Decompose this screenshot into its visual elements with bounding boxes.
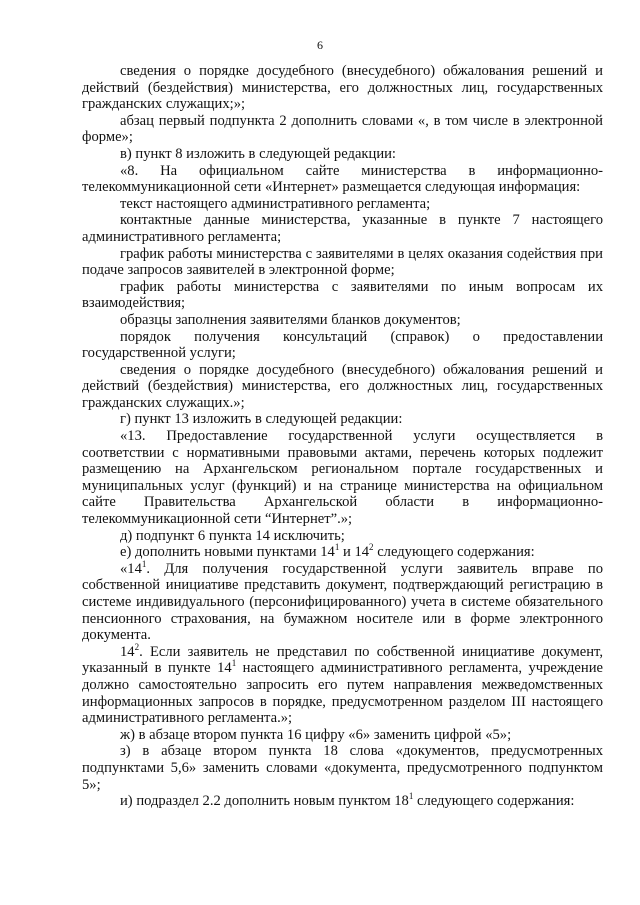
paragraph: сведения о порядке досудебного (внесудебного) обжалования решений и действий (бездействия) министерства, его должностных лиц, государственных гражданских служащих;»;: [82, 63, 603, 113]
paragraph-text: е) дополнить новыми пунктами 14: [120, 544, 335, 561]
paragraph: образцы заполнения заявителями бланков документов;: [120, 311, 461, 328]
paragraph-text: и 14: [339, 544, 370, 561]
paragraph-text: «14: [120, 560, 142, 577]
paragraph: [82, 641, 603, 727]
paragraph: абзац первый подпункта 2 дополнить словами «, в том числе в электронной форме»;: [82, 112, 603, 146]
paragraph: контактные данные министерства, указанные в пункте 7 настоящего административного регламента;: [82, 212, 603, 245]
paragraph: з) в абзаце втором пункта 18 слова «документов, предусмотренных подпунктами 5,6» заменить словами «документа, предусмотренного подпунктом 5»;: [82, 743, 603, 793]
paragraph: сведения о порядке досудебного (внесудебного) обжалования решений и действий (бездействия) министерства, его должностных лиц, государственных гражданских служащих.»;: [82, 361, 603, 411]
superscript: 1: [231, 658, 237, 669]
paragraph: «13. Предоставление государственной услуги осуществляется в соответствии с нормативными правовыми актами, перечень которых подлежит размещению на Архангельском региональном портале государственных и муниципальных услуг (функций) и на странице министерства на официальном сайте Правительства Архангельской области в информационно-телекоммуникационной сети “Интернет”.»;: [82, 428, 603, 528]
document-body: [82, 63, 603, 810]
paragraph: ж) в абзаце втором пункта 16 цифру «6» заменить цифрой «5»;: [120, 726, 512, 743]
superscript: 1: [334, 542, 340, 553]
page-number: 6: [317, 38, 323, 52]
paragraph: [82, 793, 603, 810]
paragraph: в) пункт 8 изложить в следующей редакции:: [120, 145, 396, 162]
paragraph: [82, 558, 603, 644]
paragraph-text: 14: [120, 643, 135, 660]
paragraph: «8. На официальном сайте министерства в информационно-телекоммуникационной сети «Интернет» размещается следующая информация:: [82, 162, 603, 196]
paragraph-text: настоящего административного регламента, учреждение должно самостоятельно запросить его путем направления межведомственных информационных запросов в порядке, предусмотренном разделом III настоящего административного регламента.»;: [82, 660, 603, 727]
paragraph-text: следующего содержания:: [413, 793, 575, 810]
paragraph-text: и) подраздел 2.2 дополнить новым пунктом 18: [120, 793, 409, 810]
paragraph: график работы министерства с заявителями в целях оказания содействия при подаче запросов заявителей в электронной форме;: [82, 245, 603, 279]
paragraph-text: . Для получения государственной услуги заявитель вправе по собственной инициативе представить документ, подтверждающий регистрацию в системе индивидуального (персонифицированного) учета в системе обязательного пенсионного страхования, на бумажном носителе или в форме электронного документа.: [82, 560, 603, 644]
paragraph-text: . Если заявитель не представил по собственной инициативе документ, указанный в пункте 14: [82, 643, 603, 677]
paragraph: [82, 544, 603, 561]
paragraph: порядок получения консультаций (справок) о предоставлении государственной услуги;: [82, 328, 603, 362]
paragraph: текст настоящего административного регламента;: [120, 195, 431, 212]
superscript: 2: [134, 641, 140, 652]
superscript: 1: [141, 558, 147, 569]
paragraph-text: следующего содержания:: [373, 544, 535, 561]
superscript: 1: [408, 791, 414, 802]
paragraph: г) пункт 13 изложить в следующей редакции:: [120, 411, 403, 428]
superscript: 2: [369, 542, 374, 553]
paragraph: д) подпункт 6 пункта 14 исключить;: [120, 527, 345, 544]
paragraph: график работы министерства с заявителями по иным вопросам их взаимодействия;: [82, 278, 603, 312]
